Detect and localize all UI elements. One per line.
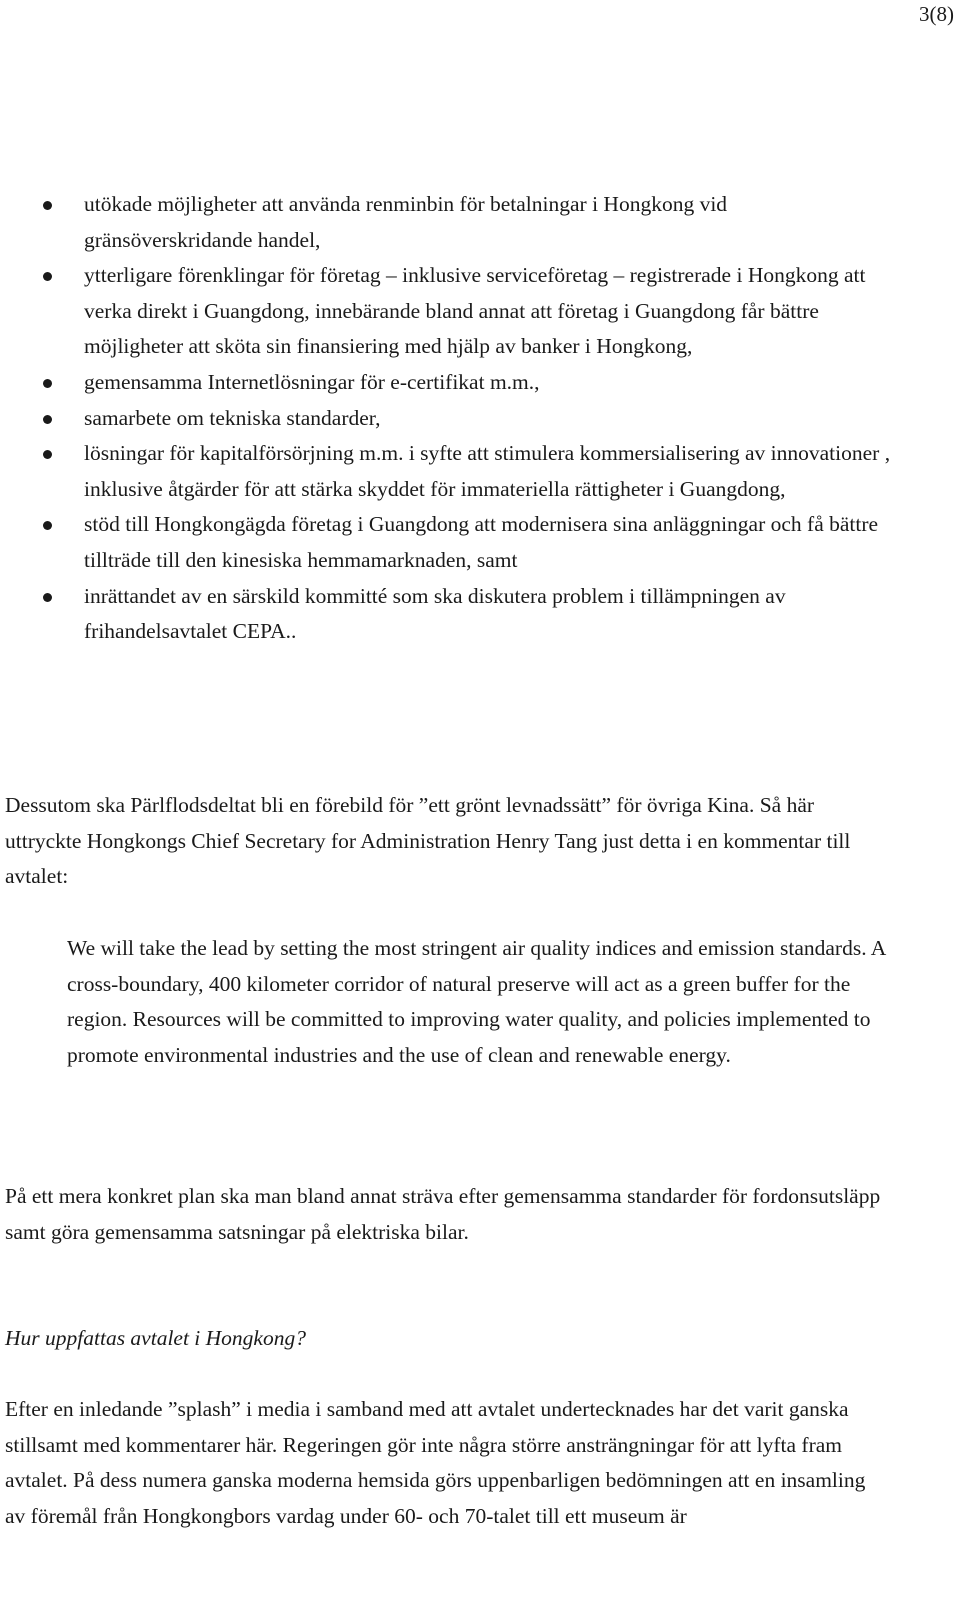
list-item-text: stöd till Hongkongägda företag i Guangdong att modernisera sina anläggningar och få bättre tillträde till den kinesiska hemmamarknaden, samt [84,512,879,572]
list-item [0,579,900,650]
list-item [0,365,900,401]
bullet-icon [43,593,52,602]
bullet-icon [43,272,52,281]
list-item-text: inrättandet av en särskild kommitté som ska diskutera problem i tillämpningen av frihandelsavtalet CEPA.. [84,583,786,644]
body-paragraph: Dessutom ska Pärlflodsdeltat bli en förebild för ”ett grönt levnadssätt” för övriga Kina. Så här uttryckte Hongkongs Chief Secretary for Administration Henry Tang just detta i en kommentar till avtalet: [5,793,851,889]
list-item [0,436,900,507]
body-paragraph: Efter en inledande ”splash” i media i samband med att avtalet undertecknades har det varit ganska stillsamt med kommentarer här. Regeringen gör inte några större ansträngningar för att lyfta fram avtalet. På dess numera ganska moderna hemsida görs uppenbarligen bedömningen att en insamling av föremål från Hongkongbors vardag under 60- och 70-talet till ett museum är [5,1397,866,1528]
list-item-text: samarbete om tekniska standarder, [84,405,381,430]
bullet-icon [43,415,52,424]
list-item-text: utökade möjligheter att använda renminbin för betalningar i Hongkong vid gränsöverskridande handel, [84,192,728,252]
section-heading: Hur uppfattas avtalet i Hongkong? [5,1326,306,1350]
block-quote: We will take the lead by setting the most stringent air quality indices and emission standards. A cross-boundary, 400 kilometer corridor of natural preserve will act as a green buffer for the region. Resources will be committed to improving water quality, and policies implemented to promote environmental industries and the use of clean and renewable energy. [67,936,886,1067]
list-item [0,258,900,365]
bullet-icon [43,379,52,388]
bullet-icon [43,521,52,530]
list-item-text: gemensamma Internetlösningar för e-certifikat m.m., [84,369,540,394]
list-item-text: lösningar för kapitalförsörjning m.m. i syfte att stimulera kommersialisering av innovationer , inklusive åtgärder för att stärka skyddet för immateriella rättigheter i Guangdong, [84,441,891,501]
list-item [0,401,900,437]
bullet-icon [43,450,52,459]
body-paragraph: På ett mera konkret plan ska man bland annat sträva efter gemensamma standarder för fordonsutsläpp samt göra gemensamma satsningar på elektriska bilar. [5,1184,881,1244]
list-item-text: ytterligare förenklingar för företag – inklusive serviceföretag – registrerade i Hongkong att verka direkt i Guangdong, innebärande bland annat att företag i Guangdong får bättre möjligheter att sköta sin finansiering med hjälp av banker i Hongkong, [84,263,866,359]
page-number: 3(8) [919,2,954,26]
bullet-icon [43,201,52,210]
list-item [0,507,900,578]
bullet-list [0,187,900,650]
list-item [0,187,900,258]
